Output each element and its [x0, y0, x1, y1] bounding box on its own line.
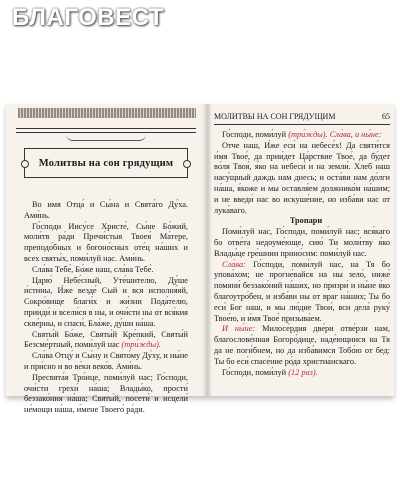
- rubric: (три́жды). Сла́ва, и ны́не:: [288, 130, 382, 139]
- paragraph: [214, 260, 390, 325]
- page-title: Молитвы на сон грядущим: [38, 157, 174, 169]
- paragraph: [214, 130, 390, 141]
- paragraph: [214, 324, 390, 367]
- watermark-logo: БЛАГОВЕСТ: [12, 4, 165, 31]
- running-head-title: МОЛИТВЫ НА СОН ГРЯДУЩИМ: [214, 112, 336, 121]
- ornament-top: [18, 108, 196, 118]
- paragraph: Поми́луй нас, Го́споди, поми́луй нас; вся́каго бо отве́та недоуме́юще, сию́ Ти моли́тву я́ко Влады́це гре́шнии прино́сим: поми́луй нас.: [214, 227, 390, 258]
- title-frame: [24, 148, 188, 178]
- section-title: Тропари: [289, 216, 323, 226]
- paragraph: Пресвята́я Тро́ице, поми́луй нас; Го́споди, очи́сти грехи́ на́ша; Влады́ко, прости́ беззако́ния на́ша; Святы́й, посети́ и исцели́ не́мощи на́ша, и́мене Твоего́ ра́ди.: [24, 372, 188, 415]
- running-head: [214, 112, 390, 125]
- paragraph: Го́споди Иису́се Христе́, Сы́не Бо́жий, моли́тв ра́ди Пречи́стыя Твоея́ Ма́тере, преподо́бных и богоно́сных оте́ц на́ших и всех святы́х, поми́луй нас. Ами́нь.: [24, 221, 188, 263]
- page-number: 65: [382, 112, 390, 121]
- paragraph-text: Го́споди, поми́луй: [222, 130, 287, 139]
- paragraph: [214, 368, 390, 379]
- ornament-band: [16, 128, 196, 133]
- left-text: [24, 200, 188, 416]
- ornament-scroll: [66, 134, 146, 141]
- right-page: [210, 104, 394, 396]
- paragraph: Отче наш, И́же еси́ на небесе́х! Да святи́тся и́мя Твое́, да прии́дет Ца́рствие Твое́, да бу́дет во́ля Твоя́, я́ко на небеси́ и на земли́. Хлеб наш насу́щный даждь нам днесь; и оста́ви нам до́лги на́ша, я́коже и мы оставля́ем должнико́м на́шим; и не введи́ нас во искуше́ние, но изба́ви нас от лука́ваго.: [214, 140, 390, 215]
- paragraph: Царю́ Небе́сный, Уте́шителю, Ду́ше и́стины, И́же везде́ Сый и вся исполня́яй, Сокро́вище благи́х и жи́зни Пода́телю, прииди́ и всели́ся в ны, и очи́сти ны от вся́кия скве́рны, и спаси́, Бла́же, ду́ши на́ша.: [24, 275, 188, 328]
- book-spread: [6, 104, 394, 415]
- rubric: (12 раз).: [288, 367, 318, 377]
- paragraph: Сла́ва Тебе́, Бо́же наш, сла́ва Тебе́.: [32, 264, 154, 274]
- rubric: Сла́ва:: [222, 259, 246, 269]
- rubric: (три́жды).: [121, 340, 161, 350]
- left-page: [6, 104, 204, 415]
- paragraph-text: Милосе́рдия две́ри отве́рзи нам, благослове́нная Богоро́дице, наде́ющиися на Тя да не поги́бнем, но да изба́вимся Тобо́ю от бед: Ты бо еси́ спасе́ние ро́да христиа́нскаго.: [214, 324, 390, 366]
- paragraph: Сла́ва Отцу́ и Сы́ну и Свято́му Ду́ху, и ны́не и при́сно и во ве́ки веко́в. Ами́нь.: [24, 351, 188, 371]
- paragraph-text: Го́споди, поми́луй нас, на Тя бо упова́хом; не прогне́вайся на ны зело́, ниже́ помяни́ беззако́ний на́ших, но призри́ и ны́не я́ко благоутро́бен, и изба́ви ны от враг на́ших; Ты бо еси́ Бог наш, и мы лю́дие Твои́, вси дела́ руку́ Твое́ю, и и́мя Твое́ призыва́ем.: [214, 259, 390, 323]
- paragraph-text: Го́споди, поми́луй: [222, 367, 287, 377]
- rubric: И ны́не:: [222, 324, 256, 334]
- paragraph-trisagion: [24, 330, 188, 352]
- paragraph: Во имя Отца́ и Сы́на и Свята́го Ду́ха. Ами́нь.: [24, 200, 188, 220]
- right-text: [214, 130, 390, 378]
- paragraph-text: Святы́й Бо́же, Святы́й Кре́пкий, Святы́й Безсме́ртный, поми́луй нас: [24, 329, 188, 350]
